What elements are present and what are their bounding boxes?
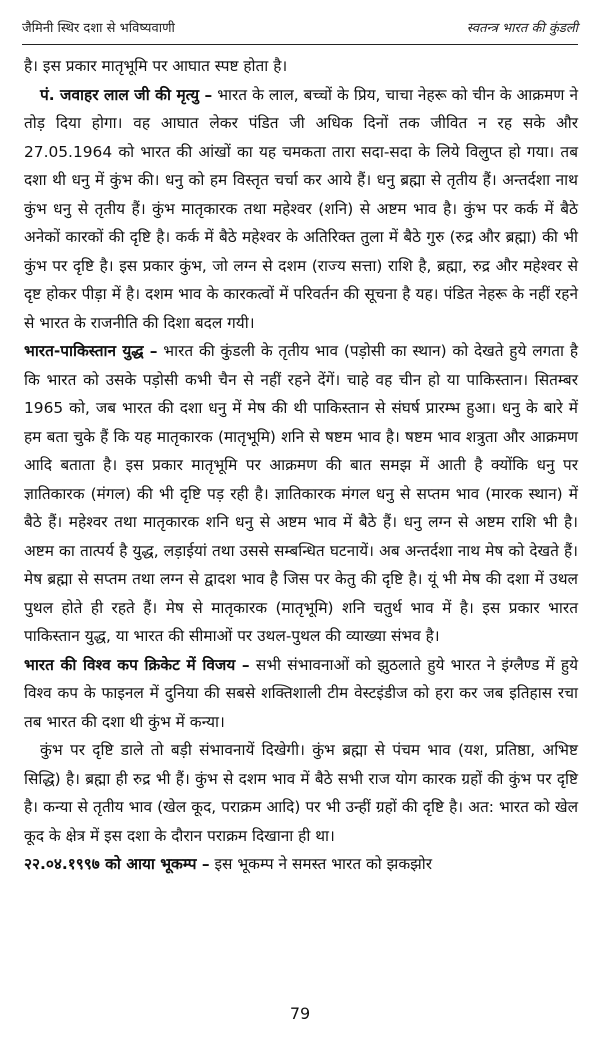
paragraph-nehru-heading: पं. जवाहर लाल जी की मृत्यु – — [40, 85, 213, 104]
paragraph-earthquake-text: इस भूकम्प ने समस्त भारत को झकझोर — [209, 855, 433, 873]
paragraph-world-cup — [24, 651, 578, 737]
paragraph-earthquake — [24, 850, 578, 879]
header-chapter-title: स्वतन्त्र भारत की कुंडली — [466, 21, 578, 36]
paragraph-1-text: है। इस प्रकार मातृभूमि पर आघात स्पष्ट होता है। — [24, 57, 288, 75]
page-body — [24, 52, 578, 879]
paragraph-nehru-text: भारत के लाल, बच्चों के प्रिय, चाचा नेहरू को चीन के आक्रमण ने तोड़ दिया होगा। वह आघात लेकर पंडित जी अधिक दिनों तक जीवित न रह सके और 27.05.1964 को भारत की आंखों का यह चमकता तारा सदा-सदा के लिये विलुप्त हो गया। तब दशा थी धनु में कुंभ की। धनु को हम विस्तृत चर्चा कर आये हैं। धनु ब्रह्मा से तृतीय हैं। अन्तर्दशा नाथ कुंभ धनु से तृतीय हैं। कुंभ मातृकारक तथा महेश्वर (शनि) से अष्टम भाव है। कुंभ पर कर्क में बैठे अनेकों कारकों की दृष्टि है। कर्क में बैठे महेश्वर के अतिरिक्त तुला में बैठे गुरु (रुद्र और ब्रह्मा) की भी कुंभ पर दृष्टि है। इस प्रकार कुंभ, जो लग्न से दशम (राज्य सत्ता) राशि है, ब्रह्मा, रुद्र और महेश्वर से दृष्ट होकर पीड़ा में है। दशम भाव के कारकत्वों में परिवर्तन की सूचना है यह। पंडित नेहरू के नहीं रहने से भारत के राजनीति की दिशा बदल गयी। — [24, 85, 578, 332]
paragraph-world-cup-text: सभी संभावनाओं को झुठलाते हुये भारत ने इंग्लैण्ड में हुये विश्व कप के फाइनल में दुनिया की सबसे शक्तिशाली टीम वेस्टइंडीज को हरा कर जब इतिहास रचा तब भारत की दशा थी कुंभ में कन्या। — [24, 655, 579, 731]
paragraph-world-cup-heading: भारत की विश्व कप क्रिकेट में विजय – — [24, 655, 250, 674]
paragraph-earthquake-heading: २२.०४.१९९७ को आया भूकम्प – — [24, 855, 210, 873]
paragraph-kumbh-analysis — [24, 736, 578, 850]
paragraph-nehru-death — [24, 81, 578, 338]
paragraph-1 — [24, 52, 578, 81]
paragraph-war-text: भारत की कुंडली के तृतीय भाव (पड़ोसी का स्थान) को देखते हुये लगता है कि भारत को उसके पड़ोसी कभी चैन से नहीं रहने देंगें। चाहे वह चीन हो या पाकिस्तान। सितम्बर 1965 को, जब भारत की दशा धनु में मेष की थी पाकिस्तान से संघर्ष प्रारम्भ हुआ। धनु के बारे में हम बता चुके हैं कि यह मातृकारक (मातृभूमि) शनि से षष्टम भाव है। षष्टम भाव शत्रुता और आक्रमण आदि बताता है। इस प्रकार मातृभूमि पर आक्रमण की बात समझ में आती है क्योंकि धनु पर ज्ञातिकारक (मंगल) की भी दृष्टि पड़ रही है। ज्ञातिकारक मंगल धनु से सप्तम भाव (मारक स्थान) में बैठे हैं। महेश्वर तथा मातृकारक शनि धनु से अष्टम भाव में बैठे हैं। धनु लग्न से अष्टम राशि भी है। अष्टम का तात्पर्य है युद्ध, लड़ाईयां तथा उससे सम्बन्धित घटनायें। अब अन्तर्दशा नाथ मेष को देखते हैं। मेष ब्रह्मा से सप्तम तथा लग्न से द्वादश भाव है जिस पर केतु की दृष्टि है। यूं भी मेष की दशा में उथल पुथल होते ही रहते हैं। मेष से मातृकारक (मातृभूमि) शनि चतुर्थ भाव में है। इस प्रकार भारत पाकिस्तान युद्ध, या भारत की सीमाओं पर उथल-पुथल की व्याख्या संभव है। — [24, 342, 579, 645]
page-number: 79 — [289, 1004, 311, 1023]
running-header — [22, 8, 578, 38]
header-rule — [22, 44, 578, 45]
header-book-title: जैमिनी स्थिर दशा से भविष्यवाणी — [22, 21, 175, 36]
paragraph-war-heading: भारत-पाकिस्तान युद्ध – — [24, 342, 158, 360]
paragraph-indo-pak-war — [24, 337, 578, 651]
paragraph-kumbh-text: कुंभ पर दृष्टि डाले तो बड़ी संभावनायें दिखेगी। कुंभ ब्रह्मा से पंचम भाव (यश, प्रतिष्ठा, अभिष्ट सिद्धि) है। ब्रह्मा ही रुद्र भी हैं। कुंभ से दशम भाव में बैठे सभी राज योग कारक ग्रहों की कुंभ पर दृष्टि है। कन्या से तृतीय भाव (खेल कूद, पराक्रम आदि) पर भी उन्हीं ग्रहों की दृष्टि है। अत: भारत को खेल कूद के क्षेत्र में इस दशा के दौरान पराक्रम दिखाना ही था। — [24, 741, 578, 845]
